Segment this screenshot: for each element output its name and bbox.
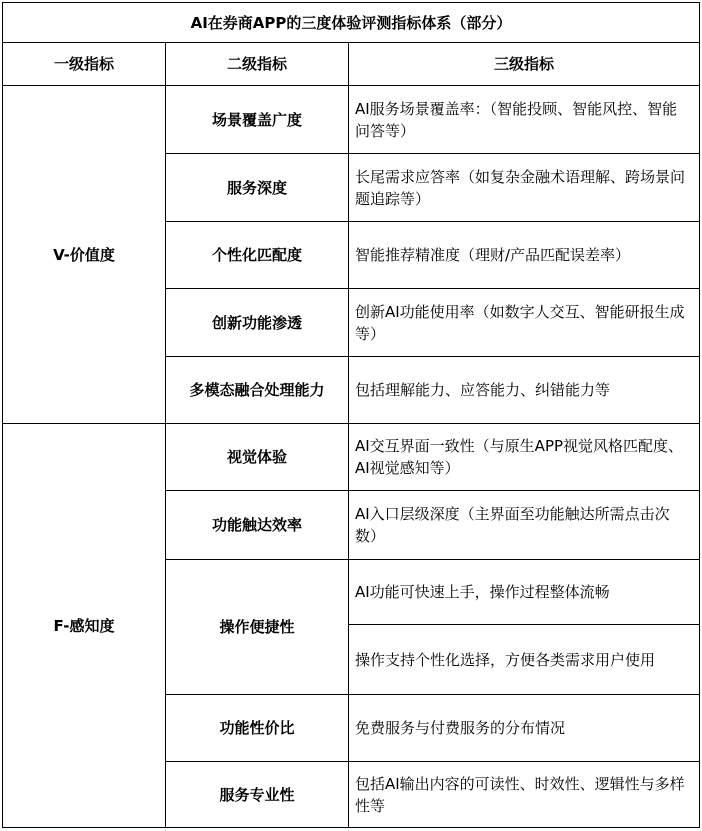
level3-free-paid-distribution: 免费服务与付费服务的分布情况 xyxy=(349,695,700,762)
level3-interface-consistency: AI交互界面一致性（与原生APP视觉风格匹配度、AI视觉感知等） xyxy=(349,424,700,491)
level3-scene-coverage-rate: AI服务场景覆盖率：（智能投顾、智能风控、智能问答等） xyxy=(349,86,700,154)
level3-long-tail-response: 长尾需求应答率（如复杂金融术语理解、跨场景问题追踪等） xyxy=(349,154,700,222)
level2-visual: 视觉体验 xyxy=(166,424,349,491)
level2-scene-coverage: 场景覆盖广度 xyxy=(166,86,349,154)
level3-recommendation-accuracy: 智能推荐精准度（理财/产品匹配误差率） xyxy=(349,222,700,289)
level1-perception: F-感知度 xyxy=(3,424,166,828)
level1-value: V-价值度 xyxy=(3,86,166,424)
level3-personalized-options: 操作支持个性化选择，方便各类需求用户使用 xyxy=(349,625,700,695)
level2-personalization: 个性化匹配度 xyxy=(166,222,349,289)
level2-reach-efficiency: 功能触达效率 xyxy=(166,491,349,560)
level2-cost-performance: 功能性价比 xyxy=(166,695,349,762)
level2-convenience: 操作便捷性 xyxy=(166,560,349,695)
level3-innovation-usage: 创新AI功能使用率（如数字人交互、智能研报生成等） xyxy=(349,289,700,357)
header-level2: 二级指标 xyxy=(166,43,349,86)
level3-quick-start: AI功能可快速上手，操作过程整体流畅 xyxy=(349,560,700,625)
table-title: AI在券商APP的三度体验评测指标体系（部分） xyxy=(3,3,700,43)
level2-professionalism: 服务专业性 xyxy=(166,762,349,828)
header-level3: 三级指标 xyxy=(349,43,700,86)
level3-entry-depth: AI入口层级深度（主界面至功能触达所需点击次数） xyxy=(349,491,700,560)
level2-innovation: 创新功能渗透 xyxy=(166,289,349,357)
level2-multimodal: 多模态融合处理能力 xyxy=(166,357,349,424)
indicator-table xyxy=(2,2,700,828)
header-level1: 一级指标 xyxy=(3,43,166,86)
level3-multimodal-abilities: 包括理解能力、应答能力、纠错能力等 xyxy=(349,357,700,424)
level3-output-quality: 包括AI输出内容的可读性、时效性、逻辑性与多样性等 xyxy=(349,762,700,828)
level2-service-depth: 服务深度 xyxy=(166,154,349,222)
